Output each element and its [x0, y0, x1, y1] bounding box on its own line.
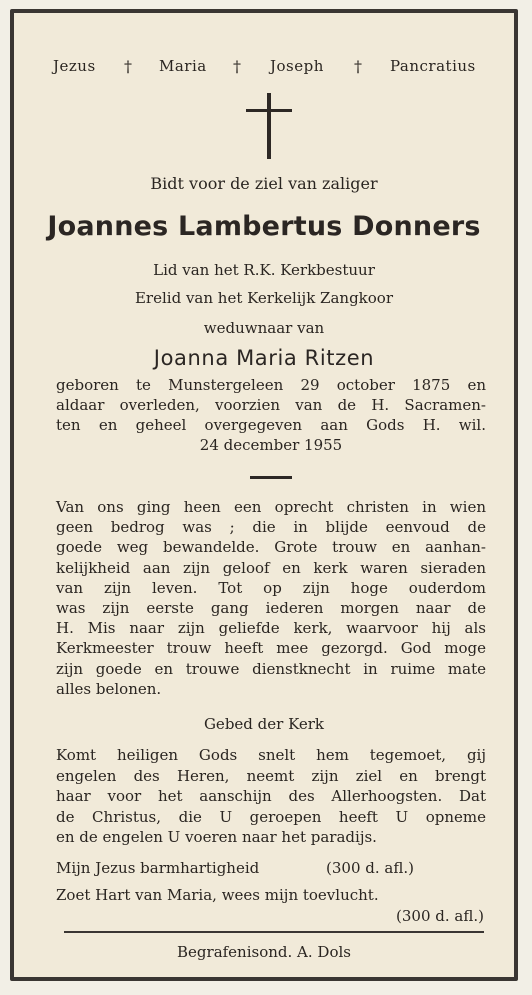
deceased-name: Joannes Lambertus Donners: [47, 211, 481, 242]
spouse-name: Joanna Maria Ritzen: [153, 346, 375, 370]
text-line: Kerkmeester trouw heeft mee gezorgd. God moge: [56, 639, 486, 658]
memorial-card: [10, 9, 518, 981]
text-line: ten en geheel overgegeven aan Gods H. wil.: [56, 416, 486, 434]
dagger-icon: †: [354, 57, 362, 76]
text-line: alles belonen.: [56, 679, 162, 698]
dagger-icon: †: [124, 57, 132, 76]
church-prayer-title: Gebed der Kerk: [203, 715, 325, 733]
text-line: goede weg bewandelde. Grote trouw en aanhan-: [56, 538, 486, 557]
birth-death-paragraph: [56, 375, 486, 455]
text-line: van zijn leven. Tot op zijn hoge ouderdom: [56, 578, 486, 597]
text-line: de Christus, die U geroepen heeft U opneme: [56, 807, 486, 826]
saint-pancratius: Pancratius: [390, 57, 476, 75]
indulgence-prayer: Zoet Hart van Maria, wees mijn toevlucht.: [56, 886, 379, 904]
indulgence-prayer: Mijn Jezus barmhartigheid: [56, 859, 260, 877]
tribute-paragraph: [56, 497, 486, 699]
role-kerkbestuur: Lid van het R.K. Kerkbestuur: [153, 261, 375, 279]
saint-jezus: Jezus: [53, 57, 96, 75]
divider: [250, 476, 292, 479]
text-line: geen bedrog was ; die in blijde eenvoud de: [56, 518, 486, 537]
saint-maria: Maria: [159, 57, 207, 75]
text-line: kelijkheid aan zijn geloof en kerk waren sieraden: [56, 558, 486, 577]
death-date: 24 december 1955: [199, 436, 343, 454]
dagger-icon: †: [233, 57, 241, 76]
text-line: Van ons ging heen een oprecht christen in wien: [56, 498, 486, 516]
prayer-request: Bidt voor de ziel van zaliger: [150, 174, 378, 193]
text-line: geboren te Munstergeleen 29 october 1875 en: [56, 376, 486, 394]
saints-header: [14, 57, 514, 85]
divider: [64, 931, 484, 933]
indulgence-days: (300 d. afl.): [396, 907, 484, 925]
widower-label: weduwnaar van: [203, 319, 325, 337]
text-line: was zijn eerste gang iederen morgen naar de: [56, 599, 486, 618]
text-line: H. Mis naar zijn geliefde kerk, waarvoor hij als: [56, 619, 486, 638]
text-line: engelen des Heren, neemt zijn ziel en brengt: [56, 766, 486, 785]
text-line: aldaar overleden, voorzien van de H. Sacramen-: [56, 396, 486, 414]
text-line: haar voor het aanschijn des Allerhoogsten. Dat: [56, 787, 486, 805]
role-zangkoor: Erelid van het Kerkelijk Zangkoor: [134, 289, 393, 307]
text-line: Komt heiligen Gods snelt hem tegemoet, gij: [56, 746, 486, 764]
saint-joseph: Joseph: [270, 57, 324, 75]
church-prayer: [56, 745, 486, 848]
latin-cross-icon: [246, 93, 292, 159]
undertaker: Begrafenisond. A. Dols: [177, 943, 351, 961]
indulgence-days: (300 d. afl.): [326, 859, 414, 877]
text-line: zijn goede en trouwe dienstknecht in ruime mate: [56, 659, 486, 678]
text-line: en de engelen U voeren naar het paradijs.: [56, 828, 377, 846]
